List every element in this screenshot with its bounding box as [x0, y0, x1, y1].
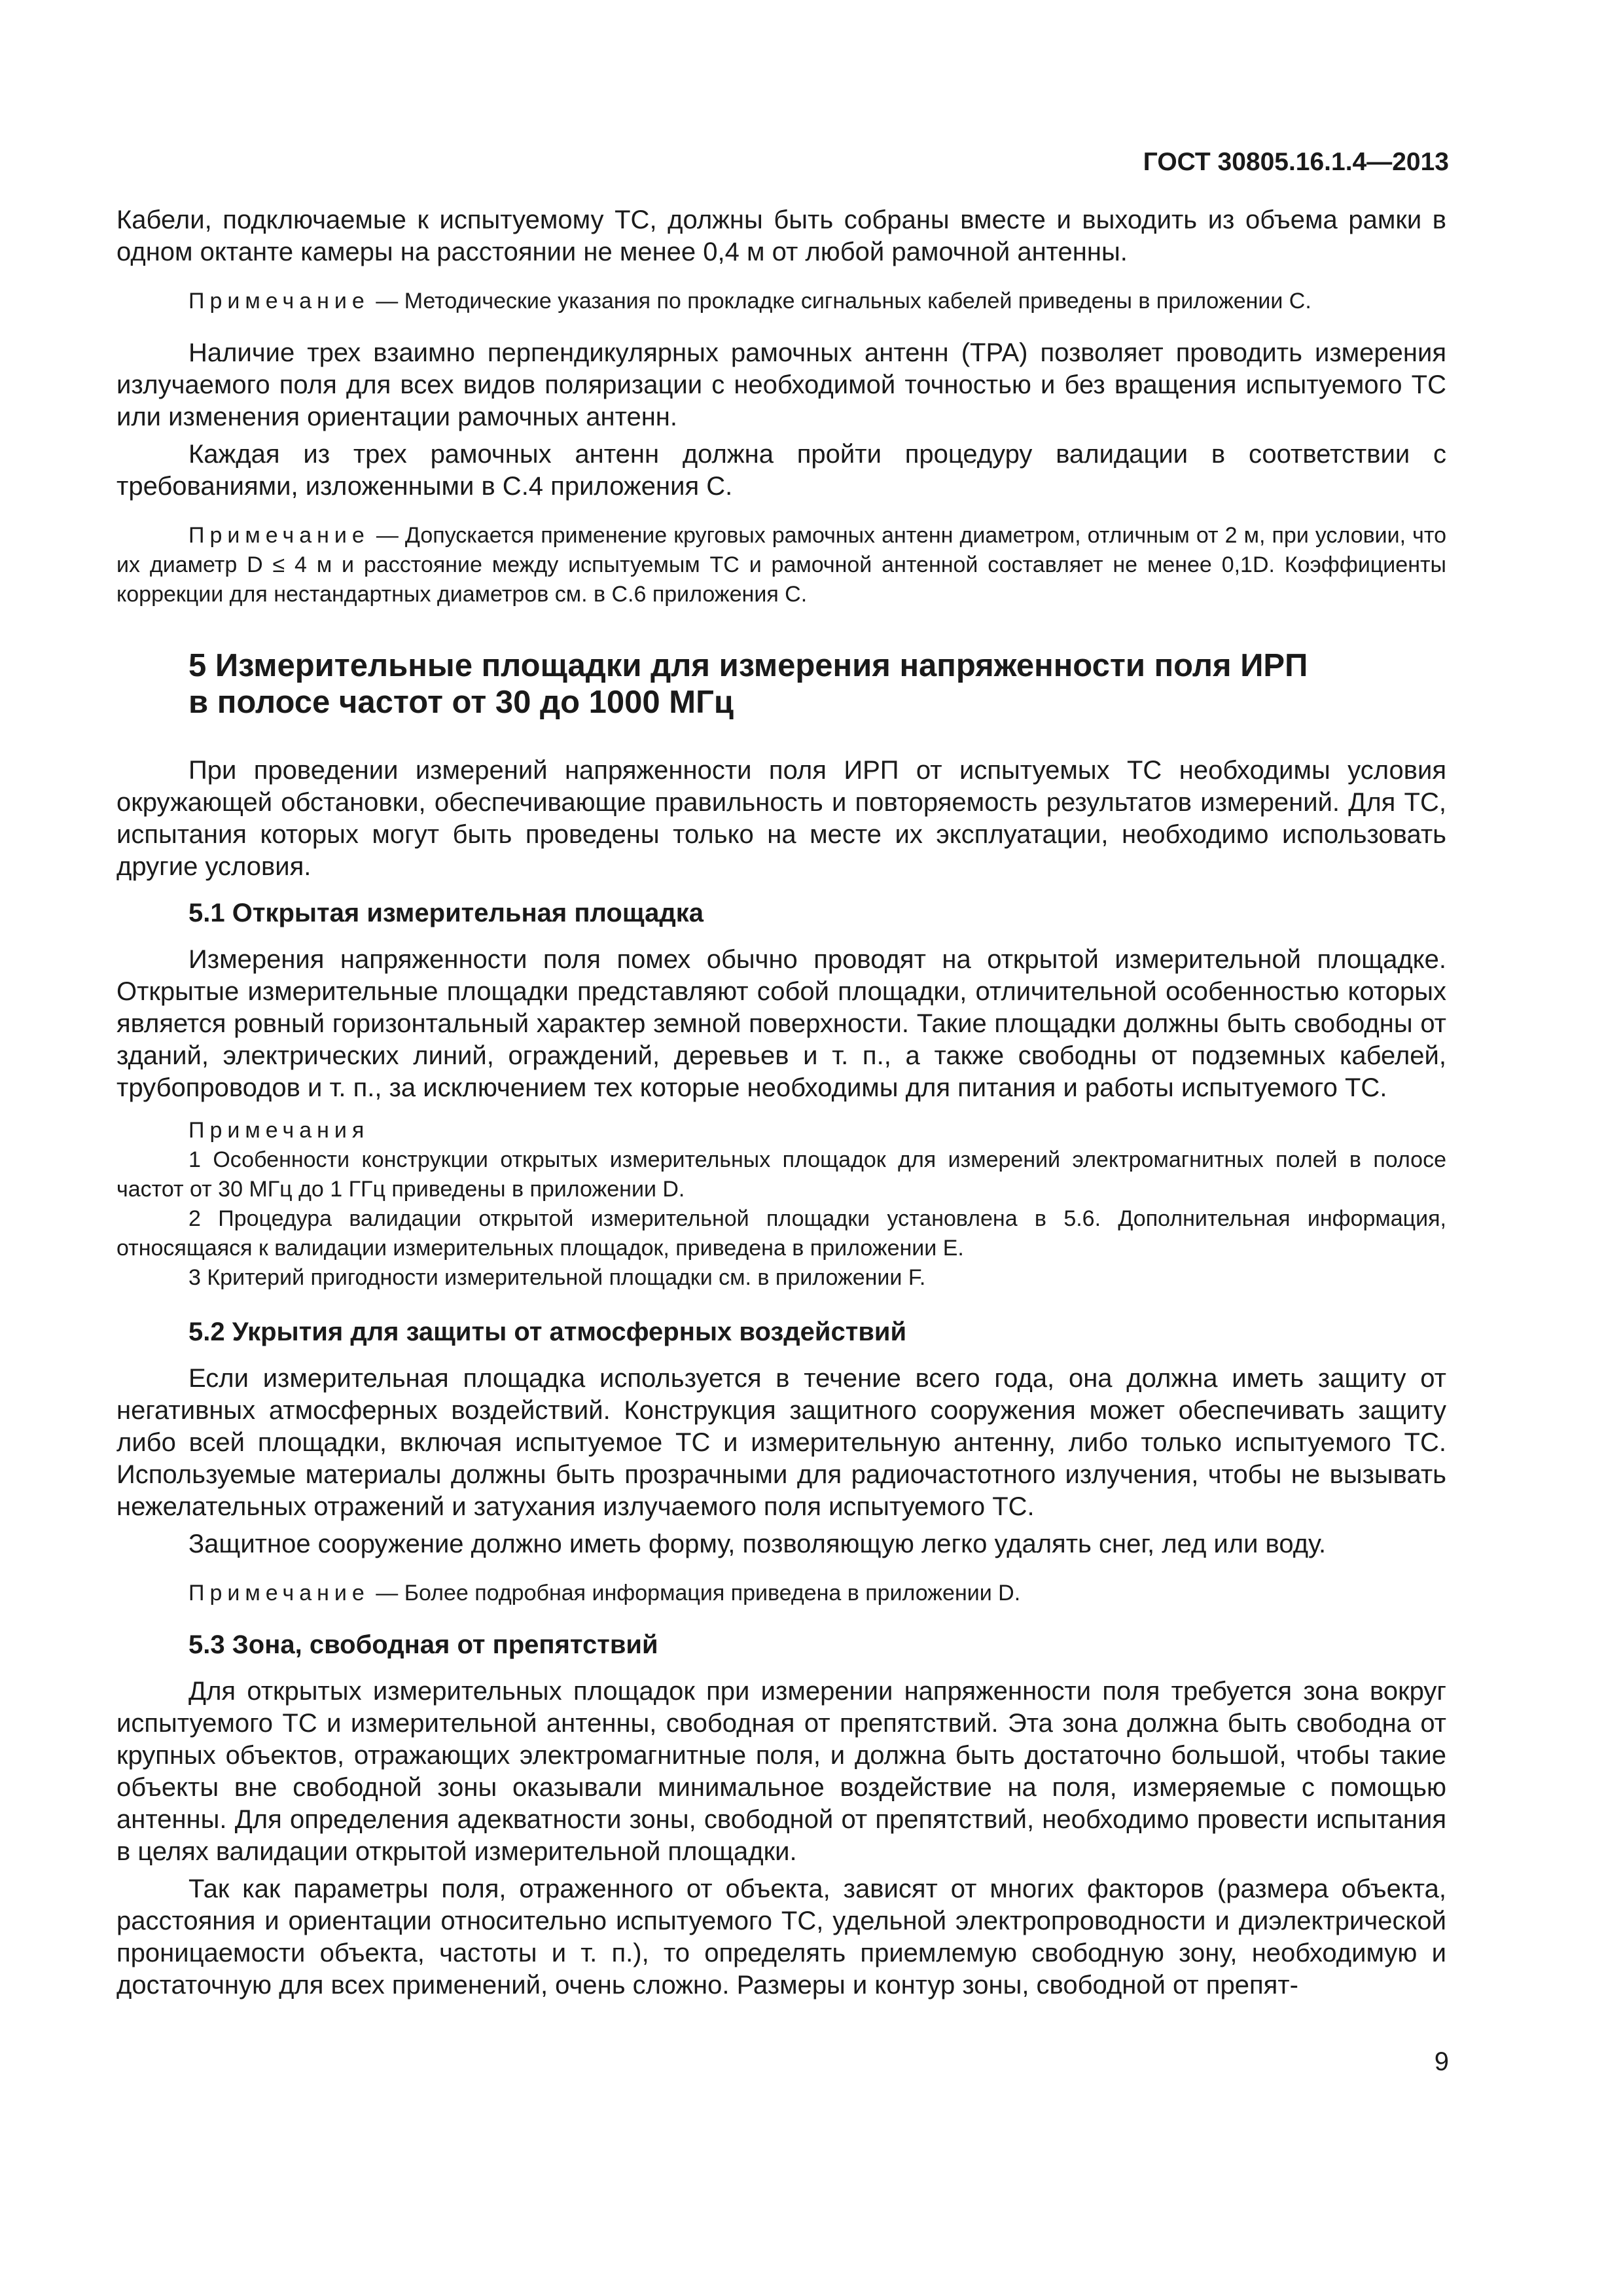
note-label: Примечание [188, 289, 370, 314]
note-1 [116, 287, 1446, 316]
section-5-heading-line2: в полосе частот от 30 до 1000 МГц [188, 685, 734, 720]
document-code-header: ГОСТ 30805.16.1.4—2013 [1143, 148, 1449, 176]
notes-item-1: 1 Особенности конструкции открытых измерительных площадок для измерений электромагнитных полей в полосе частот от 30 МГц до 1 ГГц приведены в приложении D. [116, 1147, 1446, 1202]
notes-item-3: 3 Критерий пригодности измерительной площадки см. в приложении F. [188, 1265, 926, 1290]
paragraph-validation: Каждая из трех рамочных антенн должна пройти процедуру валидации в соответствии с требованиями, изложенными в С.4 приложения С. [116, 440, 1446, 501]
paragraph-cables: Кабели, подключаемые к испытуемому ТС, должны быть собраны вместе и выходить из объема рамки в одном октанте камеры на расстоянии не менее 0,4 м от любой рамочной антенны. [116, 206, 1446, 266]
paragraph-open-site: Измерения напряженности поля помех обычно проводят на открытой измерительной площадке. Открытые измерительные площадки представляют собой площадки, отличительной особенностью которых является ровный горизонтальный характер земной поверхности. Такие площадки должны быть свободны от зданий, электрических линий, ограждений, деревьев и т. п., а также свободны от подземных кабелей, трубопроводов и т. п., за исключением тех которые необходимы для питания и работы испытуемого ТС. [116, 945, 1446, 1102]
page-body [116, 204, 1446, 2007]
section-5-heading [188, 647, 1446, 721]
paragraph-conditions: При проведении измерений напряженности поля ИРП от испытуемых ТС необходимы условия окружающей обстановки, обеспечивающие правильность и повторяемость результатов измерений. Для ТС, испытания которых могут быть проведены только на месте их эксплуатации, необходимо использовать другие условия. [116, 756, 1446, 881]
notes-item-2: 2 Процедура валидации открытой измерительной площадки установлена в 5.6. Дополнительная информация, относящаяся к валидации измерительных площадок, приведена в приложении E. [116, 1206, 1446, 1261]
paragraph-obstacle-free: Для открытых измерительных площадок при измерении напряженности поля требуется зона вокруг испытуемого ТС и измерительной антенны, свободная от препятствий. Эта зона должна быть свободна от крупных объектов, отражающих электромагнитные поля, и должна быть достаточно большой, чтобы такие объекты вне свободной зоны оказывали минимальное воздействие на поля, измеряемые с помощью антенны. Для определения адекватности зоны, свободной от препятствий, необходимо провести испытания в целях валидации открытой измерительной площадки. [116, 1677, 1446, 1866]
notes-heading: Примечания [188, 1118, 370, 1143]
section-5-1-heading: 5.1 Открытая измерительная площадка [188, 899, 704, 927]
paragraph-shelter-shape: Защитное сооружение должно иметь форму, позволяющую легко удалять снег, лед или воду. [188, 1530, 1327, 1558]
paragraph-tra: Наличие трех взаимно перпендикулярных рамочных антенн (ТРА) позволяет проводить измерения излучаемого поля для всех видов поляризации с необходимой точностью и без вращения испытуемого ТС или изменения ориентации рамочных антенн. [116, 338, 1446, 431]
note-2 [116, 521, 1446, 609]
note-text: — Допускается применение круговых рамочных антенн диаметром, отличным от 2 м, при условии, что их диаметр D ≤ 4 м и расстояние между испытуемым ТС и рамочной антенной составляет не менее 0,1D. Коэффициенты коррекции для нестандартных диаметров см. в С.6 приложения С. [116, 523, 1446, 607]
page-number: 9 [1434, 2047, 1449, 2076]
note-label: Примечание [188, 523, 370, 548]
paragraph-shelter: Если измерительная площадка используется в течение всего года, она должна иметь защиту от негативных атмосферных воздействий. Конструкция защитного сооружения может обеспечивать защиту либо всей площадки, включая испытуемое ТС и измерительную антенну, либо только испытуемого ТС. Используемые материалы должны быть прозрачными для радиочастотного излучения, чтобы не вызывать нежелательных отражений и затухания излучаемого поля испытуемого ТС. [116, 1364, 1446, 1521]
note-text: — Методические указания по прокладке сигнальных кабелей приведены в приложении С. [369, 289, 1311, 314]
note-text: — Более подробная информация приведена в приложении D. [369, 1581, 1021, 1605]
note-3 [116, 1579, 1446, 1608]
section-5-2-heading: 5.2 Укрытия для защиты от атмосферных воздействий [188, 1318, 907, 1346]
section-5-3-heading: 5.3 Зона, свободная от препятствий [188, 1630, 658, 1659]
note-label: Примечание [188, 1581, 370, 1605]
section-5-heading-line1: 5 Измерительные площадки для измерения напряженности поля ИРП [188, 648, 1308, 683]
paragraph-parameters: Так как параметры поля, отраженного от объекта, зависят от многих факторов (размера объекта, расстояния и ориентации относительно испытуемого ТС, удельной электропроводности и диэлектрической проницаемости объекта, частоты и т. п.), то определять приемлемую свободную зону, необходимую и достаточную для всех применений, очень сложно. Размеры и контур зоны, свободной от препят- [116, 1874, 1446, 2000]
